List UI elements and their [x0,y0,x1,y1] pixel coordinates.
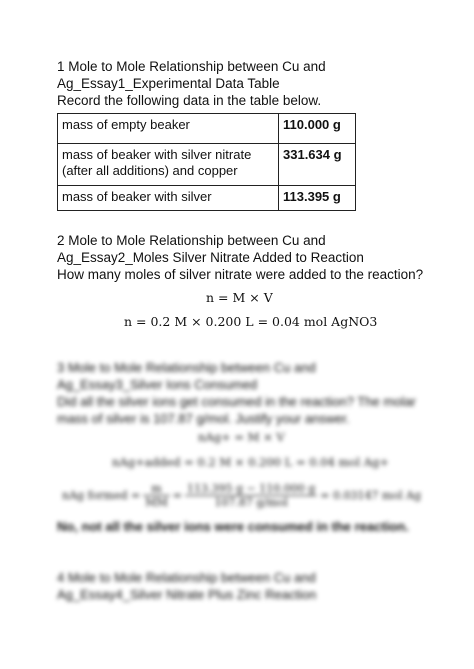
row-label: mass of beaker with silver nitrate (after all additions) and copper [58,144,279,186]
eq3-fraction-2 [185,482,317,509]
row-value: 331.634 g [279,144,356,186]
section3-answer: No, not all the silver ions were consumed in the reaction. [57,519,409,534]
eq3-fraction-1 [143,482,170,509]
eq3-frac2-denominator: 107.87 g/mol [214,496,288,509]
section2-title-line1: 2 Mole to Mole Relationship between Cu and [57,233,326,248]
section1-title-line2: Ag_Essay1_Experimental Data Table [57,76,280,91]
section3-equation-1: nAg+ = M × V [198,430,285,444]
section4-title-line1: 4 Mole to Mole Relationship between Cu and [57,570,316,585]
section1-instruction: Record the following data in the table below. [57,93,322,108]
section3-equation-3: nAg formed = $\frac{m}{MM}$ = $\frac{113.395 g - 110.000 g}{\text{107.87 g/mol}}$ = 0.03147 mol Ag [62,482,421,509]
eq3-result: = 0.03147 mol Ag [320,489,421,502]
eq3-frac2-numerator: 113.395 g − 110.000 g [186,482,316,495]
section4-title-line2: Ag_Essay4_Silver Nitrate Plus Zinc Reaction [57,587,317,602]
section2-question: How many moles of silver nitrate were added to the reaction? [57,267,424,282]
row-value: 113.395 g [279,186,356,211]
eq3-lhs: nAg formed = [62,489,141,502]
eq3-frac1-numerator: m [143,482,170,496]
section2-title-line2: Ag_Essay2_Moles Silver Nitrate Added to Reaction [57,250,364,265]
section3-question-line2: mass of silver is 107.87 g/mol. Justify your answer. [57,411,350,426]
section3-question-line1: Did all the silver ions get consumed in the reaction? The molar [57,394,416,409]
eq3-frac1-denominator: MM [145,496,168,509]
row-value: 110.000 g [279,114,356,144]
section2-equation-1: n = M × V [206,290,273,305]
section2-equation-2: n = 0.2 M × 0.200 L = 0.04 mol AgNO3 [124,314,378,329]
section3-title-line1: 3 Mole to Mole Relationship between Cu and [57,360,316,375]
section1-title-line1: 1 Mole to Mole Relationship between Cu and [57,59,326,74]
section3-title-line2: Ag_Essay3_Silver Ions Consumed [57,377,258,392]
row-label: mass of beaker with silver [58,186,279,211]
row-label: mass of empty beaker [58,114,279,144]
section3-equation-2: nAg+added = 0.2 M × 0.200 L = 0.04 mol Ag+ [112,455,389,469]
